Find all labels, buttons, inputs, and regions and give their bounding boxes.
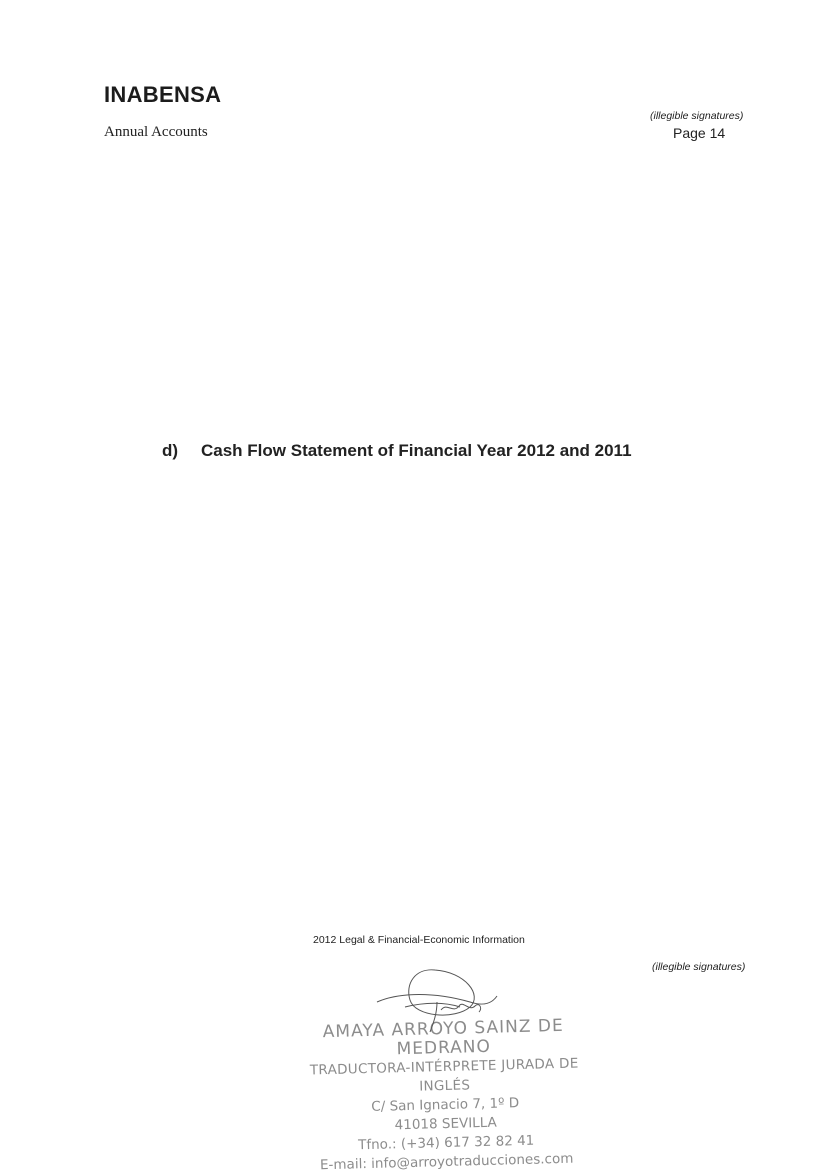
stamp-street: C/ San Ignacio 7, 1º D xyxy=(371,1095,520,1115)
stamp-name: AMAYA ARROYO SAINZ DE MEDRANO xyxy=(322,1015,564,1060)
signature-note-bottom: (illegible signatures) xyxy=(652,961,746,973)
handwritten-signature xyxy=(375,962,505,1042)
stamp-phone: Tfno.: (+34) 617 32 82 41 xyxy=(357,1132,535,1154)
company-logo: INABENSA xyxy=(104,82,222,107)
signature-note-top: (illegible signatures) xyxy=(650,110,744,122)
page-number: Page 14 xyxy=(673,125,726,141)
section-title: Cash Flow Statement of Financial Year 2012 and 2011 xyxy=(201,441,632,460)
section-marker: d) xyxy=(162,441,179,460)
stamp-city: 41018 SEVILLA xyxy=(394,1114,497,1134)
document-title: Annual Accounts xyxy=(104,124,208,140)
stamp-role: TRADUCTORA-INTÉRPRETE JURADA DE INGLÉS xyxy=(309,1055,579,1095)
section-heading xyxy=(162,441,632,461)
footer-publication: 2012 Legal & Financial-Economic Information xyxy=(313,934,525,946)
stamp-email: E-mail: info@arroyotraducciones.com xyxy=(319,1150,574,1174)
